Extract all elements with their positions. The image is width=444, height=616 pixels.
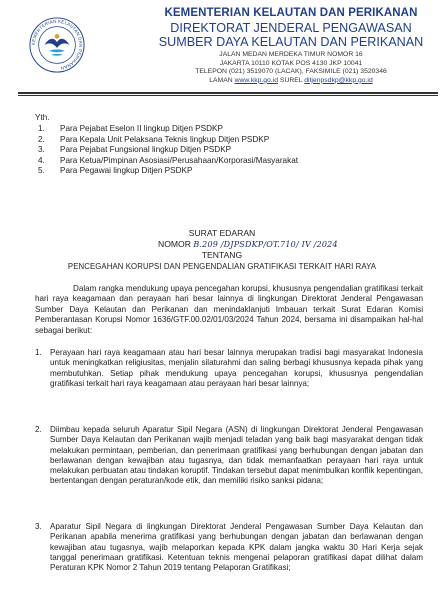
website-link[interactable]: www.kkp.go.id bbox=[234, 76, 279, 84]
point-text: Aparatur Sipil Negara di lingkungan Direktorat Jenderal Pengawasan Sumber Daya Kelautan dan Perikanan apabila menerima gratifikasi yang berhubungan dengan jabatan dan berlawanan dengan kewajiban atau tugasnya, wajib melaporkan kepada KPK dalam jangka waktu 30 Hari Kerja sejak tanggal penerimaan gratifikasi. Ketentuan teknis mengenai pelaporan gratifikasi dapat dilihat dalam Peraturan KPK Nomor 2 Tahun 2019 tentang Pelaporan Gratifikasi; bbox=[50, 522, 423, 573]
email-link[interactable]: ditjenpsdkp@kkp.go.id bbox=[304, 76, 373, 84]
letter-subject: PENCEGAHAN KORUPSI DAN PENGENDALIAN GRATIFIKASI TERKAIT HARI RAYA bbox=[67, 262, 377, 271]
logo-ring-text: KEMENTERIAN KELAUTAN DAN PERIKANAN bbox=[30, 18, 84, 71]
intro-paragraph: Dalam rangka mendukung upaya pencegahan korupsi, khususnya pengendalian gratifikasi terkait hari raya keagamaan dan perayaan hari besar lainnya di lingkungan Direktorat Jenderal Pengawasan Sumber Daya Kelautan dan Perikanan dan menindaklanjuti Imbauan terkait Surat Edaran Komisi Pemberantasan Korupsi Nomor 1636/GTF.00.02/01/03/2024 Tahun 2024, bersama ini disampaikan hal-hal sebagai berikut: bbox=[35, 284, 423, 335]
letter-heading: SURAT EDARAN bbox=[188, 228, 256, 238]
recipient-item bbox=[38, 166, 298, 177]
recipient-number: 3. bbox=[38, 145, 45, 155]
contact-line bbox=[146, 77, 436, 86]
point-number: 1. bbox=[35, 348, 42, 357]
point-number: 2. bbox=[35, 425, 42, 434]
point-text: Perayaan hari raya keagamaan atau hari besar lainnya merupakan tradisi bagi masyarakat Indonesia untuk meningkatkan religiusitas, menjalin silaturahmi dan saling berbagi khususnya kepada pihak yang membutuhkan. Setiap pihak mendukung upaya pencegahan korupsi, khususnya pengendalian gratifikasi terkait hari raya keagamaan atau perayaan hari besar lainnya; bbox=[50, 348, 423, 388]
recipient-text: Para Pegawai lingkup Ditjen PSDKP bbox=[60, 166, 193, 176]
point-text: Diimbau kepada seluruh Aparatur Sipil Negara (ASN) di lingkungan Direktorat Jenderal Pengawasan Sumber Daya Kelautan dan Perikanan wajib menjadi teladan yang baik bagi masyarakat dengan tidak melakukan permintaan, pemberian, dan penerimaan gratifikasi yang berhubungan dengan jabatan dan berlawanan dengan kewajiban atau tugasnya, dan tidak memanfaatkan perayaan hari raya untuk melakukan perbuatan atau tindakan koruptif. Tindakan tersebut dapat menimbulkan konflik kepentingan, bertentangan dengan peraturan/kode etik, dan memiliki risiko sanksi pidana; bbox=[50, 425, 424, 486]
letter-number bbox=[158, 239, 338, 249]
recipient-text: Para Kepala Unit Pelaksana Teknis lingkup Ditjen PSDKP bbox=[60, 134, 270, 144]
recipient-item bbox=[38, 124, 298, 135]
recipient-item bbox=[38, 145, 298, 156]
kkp-logo-icon bbox=[28, 16, 86, 74]
tentang-label: TENTANG bbox=[201, 250, 243, 260]
recipient-text: Para Pejabat Fungsional lingkup Ditjen PSDKP bbox=[60, 145, 232, 155]
recipient-text: Para Ketua/Pimpinan Asosiasi/Perusahaan/Korporasi/Masyarakat bbox=[60, 155, 299, 165]
recipient-number: 5. bbox=[38, 166, 45, 176]
ministry-name: KEMENTERIAN KELAUTAN DAN PERIKANAN bbox=[164, 7, 418, 19]
recipient-text: Para Pejabat Eselon II lingkup Ditjen PSDKP bbox=[60, 124, 223, 133]
address-line2: JAKARTA 10110 KOTAK POS 4130 JKP 10041 bbox=[219, 59, 363, 67]
laman-label: LAMAN bbox=[209, 76, 233, 84]
letterhead-divider-thick bbox=[18, 92, 438, 94]
recipient-item bbox=[38, 135, 298, 146]
address-block bbox=[146, 51, 436, 85]
letter-number-label: NOMOR bbox=[158, 239, 191, 249]
recipient-number: 1. bbox=[38, 124, 45, 133]
directorate-name-line1: DIREKTORAT JENDERAL PENGAWASAN bbox=[170, 21, 412, 35]
recipient-number: 4. bbox=[38, 155, 45, 165]
point-item bbox=[35, 522, 423, 573]
recipients-list bbox=[38, 124, 298, 177]
address-line3: TELEPON (021) 3519070 (LACAK), FAKSIMILE (021) 3520346 bbox=[195, 68, 387, 76]
letter-number-value: B.209 /DJPSDKP/OT.710/ IV /2024 bbox=[193, 240, 338, 249]
letterhead-divider-thin bbox=[18, 95, 438, 96]
point-item bbox=[35, 348, 423, 389]
surel-label: SUREL bbox=[279, 76, 303, 84]
recipient-item bbox=[38, 156, 298, 167]
recipients-label: Yth. bbox=[35, 113, 50, 122]
recipient-number: 2. bbox=[38, 134, 45, 144]
directorate-name-line2: SUMBER DAYA KELAUTAN DAN PERIKANAN bbox=[158, 35, 424, 49]
letterhead bbox=[146, 6, 436, 85]
point-number: 3. bbox=[35, 522, 42, 531]
address-line1: JALAN MEDAN MERDEKA TIMUR NOMOR 16 bbox=[219, 51, 363, 58]
point-item bbox=[35, 425, 423, 487]
